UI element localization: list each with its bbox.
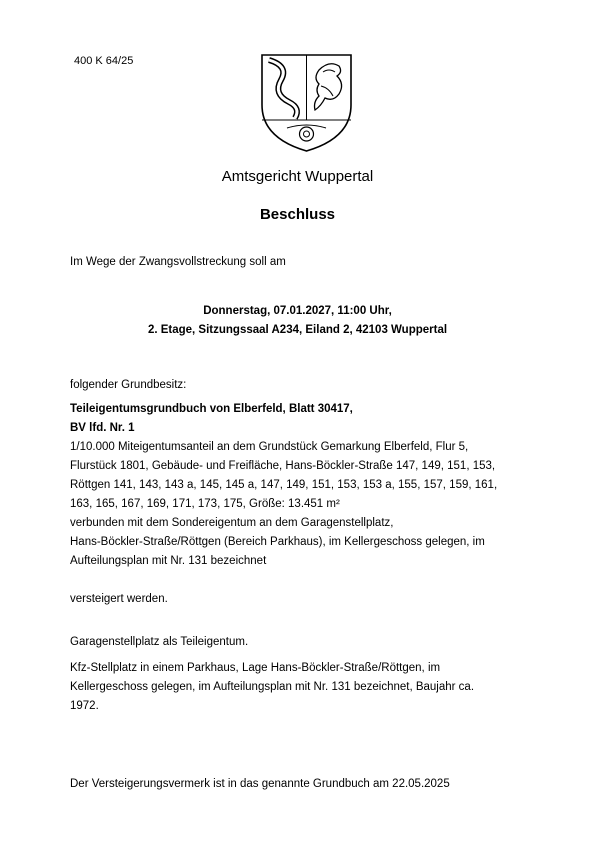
desc-line: Röttgen 141, 143, 143 a, 145, 145 a, 147, 149, 151, 153, 153 a, 155, 157, 159, 161,	[70, 479, 498, 491]
desc-line: verbunden mit dem Sondereigentum an dem Garagenstellplatz,	[70, 517, 394, 529]
registry-entry: BV lfd. Nr. 1	[70, 422, 135, 434]
property-intro: folgender Grundbesitz:	[70, 379, 187, 391]
intro-text: Im Wege der Zwangsvollstreckung soll am	[70, 256, 286, 268]
coat-of-arms-icon	[259, 50, 354, 153]
document-type: Beschluss	[259, 206, 336, 223]
desc-line: 1/10.000 Miteigentumsanteil an dem Grundstück Gemarkung Elberfeld, Flur 5,	[70, 441, 469, 453]
desc-line: Flurstück 1801, Gebäude- und Freifläche, Hans-Böckler-Straße 147, 149, 151, 153,	[70, 460, 496, 472]
desc-line: Aufteilungsplan mit Nr. 131 bezeichnet	[70, 555, 267, 567]
court-name: Amtsgericht Wuppertal	[221, 168, 374, 185]
detail-line: Kfz-Stellplatz in einem Parkhaus, Lage Hans-Böckler-Straße/Röttgen, im	[70, 662, 441, 674]
desc-line: Hans-Böckler-Straße/Röttgen (Bereich Parkhaus), im Kellergeschoss gelegen, im	[70, 536, 485, 548]
property-description	[70, 400, 530, 571]
case-number: 400 K 64/25	[74, 55, 134, 67]
property-details	[70, 659, 530, 716]
property-type: Garagenstellplatz als Teileigentum.	[70, 636, 249, 648]
auction-statement: versteigert werden.	[70, 593, 168, 605]
hearing-date-block	[0, 302, 595, 340]
registry-note: Der Versteigerungsvermerk ist in das genannte Grundbuch am 22.05.2025	[70, 778, 450, 790]
registry-line: Teileigentumsgrundbuch von Elberfeld, Blatt 30417,	[70, 403, 353, 415]
desc-line: 163, 165, 167, 169, 171, 173, 175, Größe: 13.451 m²	[70, 498, 340, 510]
hearing-location: 2. Etage, Sitzungssaal A234, Eiland 2, 42103 Wuppertal	[147, 324, 448, 336]
hearing-date: Donnerstag, 07.01.2027, 11:00 Uhr,	[203, 305, 392, 317]
detail-line: 1972.	[70, 700, 99, 712]
detail-line: Kellergeschoss gelegen, im Aufteilungsplan mit Nr. 131 bezeichnet, Baujahr ca.	[70, 681, 475, 693]
